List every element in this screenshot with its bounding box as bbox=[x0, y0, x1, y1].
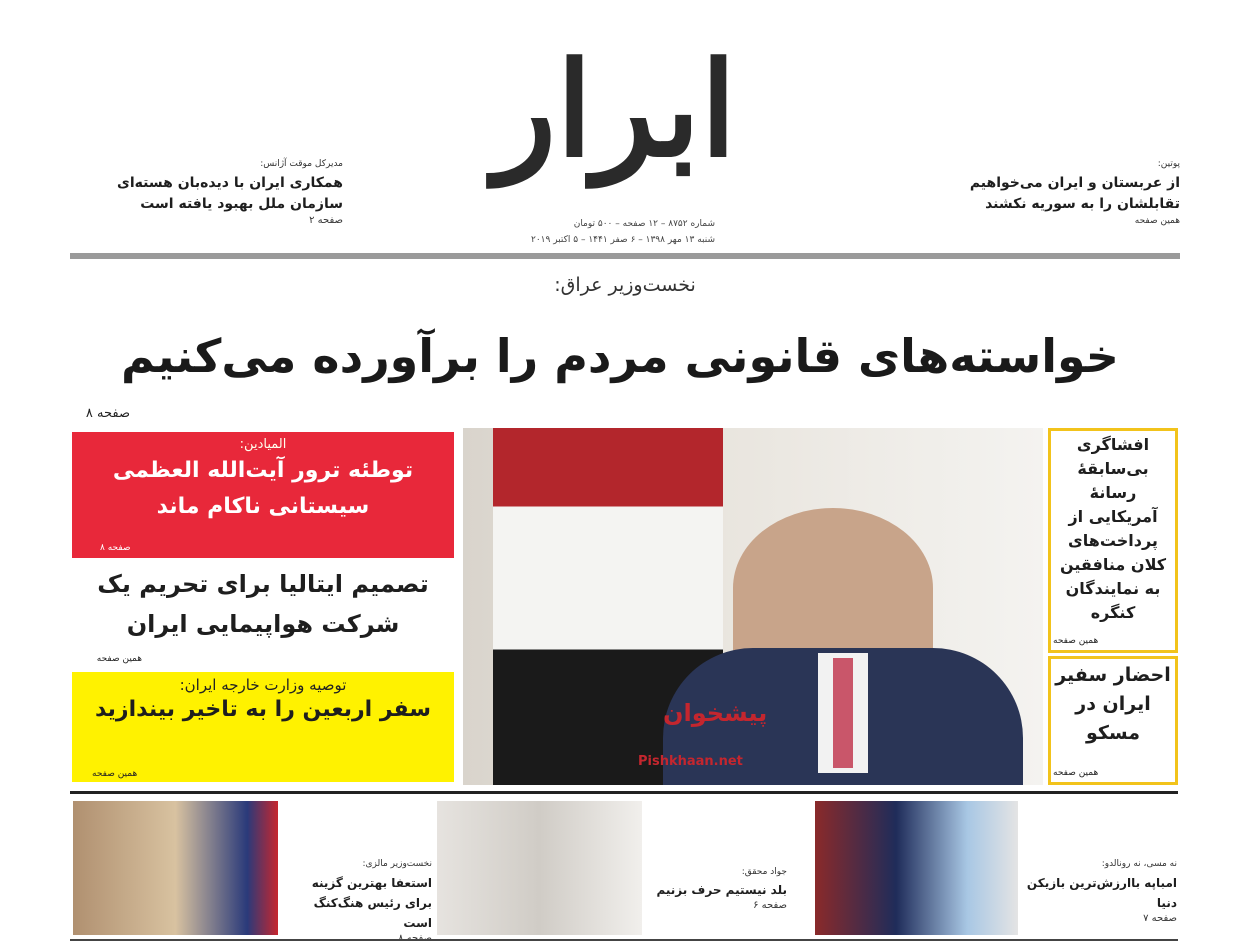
kicker: المیادین: bbox=[239, 437, 287, 452]
right-story-1[interactable] bbox=[1048, 428, 1178, 653]
masthead-divider bbox=[70, 253, 1180, 259]
right-story-2[interactable] bbox=[1048, 656, 1178, 785]
page-ref: همین صفحه bbox=[1053, 636, 1099, 646]
red-story-box[interactable] bbox=[72, 432, 454, 558]
person-head bbox=[733, 508, 933, 668]
kicker: پوتین: bbox=[1157, 159, 1180, 169]
bottom-story-2[interactable] bbox=[647, 866, 787, 912]
page-ref: همین صفحه bbox=[1053, 768, 1099, 778]
page-ref: همین صفحه bbox=[96, 654, 142, 664]
page-ref: همین صفحه bbox=[92, 769, 138, 779]
mahathir-photo bbox=[73, 801, 278, 935]
watermark-fa: پیشخوان bbox=[663, 699, 768, 727]
headline: بلد نیستیم حرف بزنیم bbox=[656, 883, 787, 897]
section-divider bbox=[70, 791, 1178, 794]
headline: تصمیم ایتالیا برای تحریم یک شرکت هواپیمایی ایران bbox=[97, 570, 429, 638]
top-right-story[interactable] bbox=[915, 158, 1180, 227]
page-ref: صفحه ۸ bbox=[100, 543, 131, 553]
headline: توطئه ترور آیت‌الله العظمی سیستانی ناکام ماند bbox=[112, 458, 414, 519]
headline: افشاگری بی‌سابقهٔ رسانهٔ آمریکایی از پرداخت‌های کلان منافقین به نمایندگان کنگره bbox=[1059, 435, 1167, 622]
watermark-en: Pishkhaan.net bbox=[638, 754, 743, 769]
page-ref: صفحه ۷ bbox=[1143, 913, 1177, 924]
main-headline[interactable]: خواسته‌های قانونی مردم را برآورده می‌کنیم bbox=[121, 329, 1119, 383]
headline: احضار سفیر ایران در مسکو bbox=[1055, 664, 1171, 744]
mbappe-photo bbox=[815, 801, 1018, 935]
headline: همکاری ایران با دیده‌بان هسته‌ای سازمان ملل بهبود یافته است bbox=[117, 175, 343, 212]
main-kicker: نخست‌وزیر عراق: bbox=[554, 274, 696, 296]
italy-story[interactable] bbox=[72, 564, 454, 644]
page-ref: صفحه ۶ bbox=[753, 900, 787, 911]
kicker: جواد محقق: bbox=[741, 867, 787, 877]
page-ref: صفحه ۲ bbox=[309, 215, 343, 226]
headline: سفر اربعین را به تاخیر بیندازید bbox=[94, 697, 432, 722]
bottom-story-1[interactable] bbox=[282, 858, 432, 945]
kicker: نخست‌وزیر مالزی: bbox=[362, 859, 432, 869]
date-line: شنبه ۱۳ مهر ۱۳۹۸ – ۶ صفر ۱۴۴۱ – ۵ اکتبر ۲۰۱۹ bbox=[531, 235, 715, 245]
headline: امباپه باارزش‌ترین بازیکن دنیا bbox=[1026, 876, 1177, 910]
page-ref: همین صفحه bbox=[1134, 216, 1180, 226]
bottom-story-3[interactable] bbox=[1022, 858, 1177, 925]
kicker: نه مسی، نه رونالدو: bbox=[1101, 859, 1177, 869]
kicker: مدیرکل موقت آژانس: bbox=[260, 159, 343, 169]
main-photo bbox=[463, 428, 1043, 785]
bottom-divider bbox=[70, 939, 1178, 941]
top-left-story[interactable] bbox=[68, 158, 343, 227]
kicker: توصیه وزارت خارجه ایران: bbox=[179, 676, 347, 694]
mohaghegh-photo bbox=[437, 801, 642, 935]
headline: استعفا بهترین گزینه برای رئیس هنگ‌کنگ است bbox=[311, 876, 432, 930]
newspaper-logo: ابرار bbox=[493, 33, 737, 186]
issue-line: شماره ۸۷۵۲ – ۱۲ صفحه – ۵۰۰ تومان bbox=[573, 219, 715, 229]
main-page-ref: صفحه ۸ bbox=[85, 406, 130, 421]
headline: از عربستان و ایران می‌خواهیم تقابلشان را به سوریه نکشند bbox=[969, 175, 1180, 212]
tie bbox=[833, 658, 853, 768]
yellow-story-box[interactable] bbox=[72, 672, 454, 782]
